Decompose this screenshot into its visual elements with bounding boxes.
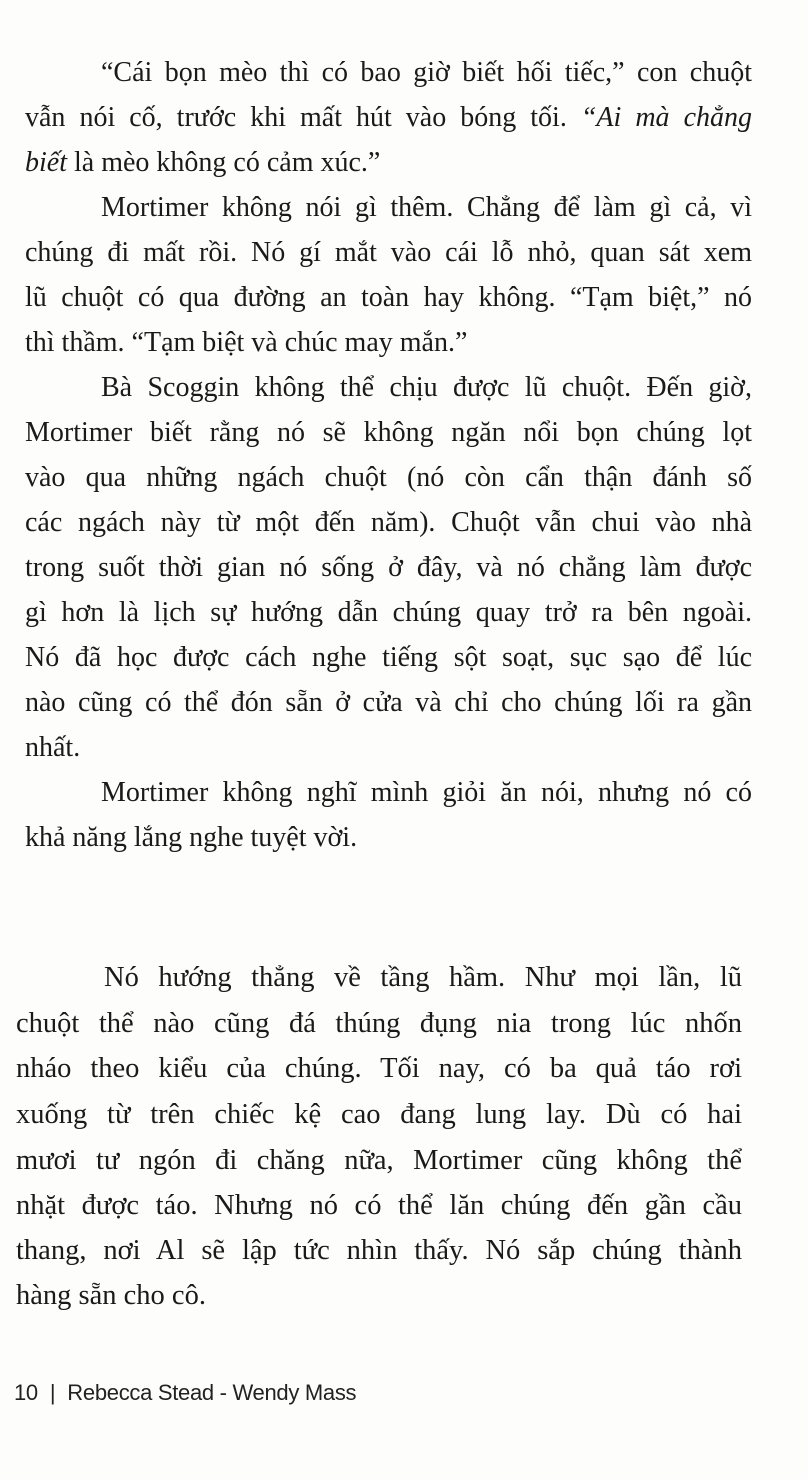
- text-fragment: vẫn nói cố, trước khi mất hút vào bóng tối.: [25, 102, 581, 133]
- text-line: lũ chuột có qua đường an toàn hay không. “Tạm biệt,” nó: [25, 282, 752, 313]
- text-line: xuống từ trên chiếc kệ cao đang lung lay. Dù có hai: [16, 1099, 742, 1130]
- text-line: [25, 95, 752, 140]
- text-line: Nó hướng thẳng về tầng hầm. Như mọi lần, lũ: [104, 962, 742, 993]
- italic-text: “Ai mà chẳng: [580, 102, 752, 133]
- text-line: hàng sẵn cho cô.: [16, 1280, 206, 1311]
- text-line: Mortimer không nghĩ mình giỏi ăn nói, nhưng nó có: [101, 777, 752, 808]
- text-line: thang, nơi Al sẽ lập tức nhìn thấy. Nó sắp chúng thành: [16, 1235, 742, 1266]
- footer-separator: |: [49, 1380, 56, 1405]
- text-line: mươi tư ngón đi chăng nữa, Mortimer cũng không thể: [16, 1145, 742, 1176]
- footer-authors: Rebecca Stead - Wendy Mass: [67, 1380, 357, 1405]
- text-line: chúng đi mất rồi. Nó gí mắt vào cái lỗ nhỏ, quan sát xem: [25, 237, 752, 268]
- text-line: chuột thể nào cũng đá thúng đụng nia trong lúc nhốn: [16, 1008, 742, 1039]
- text-line: nhất.: [25, 732, 81, 763]
- text-fragment: là mèo không có cảm xúc.”: [74, 147, 381, 178]
- page-number: 10: [14, 1380, 38, 1405]
- text-line: “Cái bọn mèo thì có bao giờ biết hối tiếc,” con chuột: [101, 57, 752, 88]
- text-line: thì thầm. “Tạm biệt và chúc may mắn.”: [25, 327, 468, 358]
- text-line: gì hơn là lịch sự hướng dẫn chúng quay trở ra bên ngoài.: [25, 597, 752, 628]
- text-line: Mortimer biết rằng nó sẽ không ngăn nổi bọn chúng lọt: [25, 417, 752, 448]
- text-line: Mortimer không nói gì thêm. Chẳng để làm gì cả, vì: [101, 192, 752, 223]
- text-line: [25, 140, 752, 185]
- text-line: các ngách này từ một đến năm). Chuột vẫn chui vào nhà: [25, 507, 752, 538]
- text-line: khả năng lắng nghe tuyệt vời.: [25, 822, 358, 853]
- text-line: nào cũng có thể đón sẵn ở cửa và chỉ cho chúng lối ra gần: [25, 687, 752, 718]
- text-line: Bà Scoggin không thể chịu được lũ chuột. Đến giờ,: [101, 372, 752, 403]
- text-line: Nó đã học được cách nghe tiếng sột soạt, sục sạo để lúc: [25, 642, 752, 673]
- text-line: nháo theo kiểu của chúng. Tối nay, có ba quả táo rơi: [16, 1053, 742, 1084]
- text-line: nhặt được táo. Nhưng nó có thể lăn chúng đến gần cầu: [16, 1190, 742, 1221]
- text-line: vào qua những ngách chuột (nó còn cẩn thận đánh số: [25, 462, 752, 493]
- page-footer: [14, 1380, 356, 1406]
- text-line: trong suốt thời gian nó sống ở đây, và nó chẳng làm được: [25, 552, 752, 583]
- italic-text: biết: [25, 147, 67, 178]
